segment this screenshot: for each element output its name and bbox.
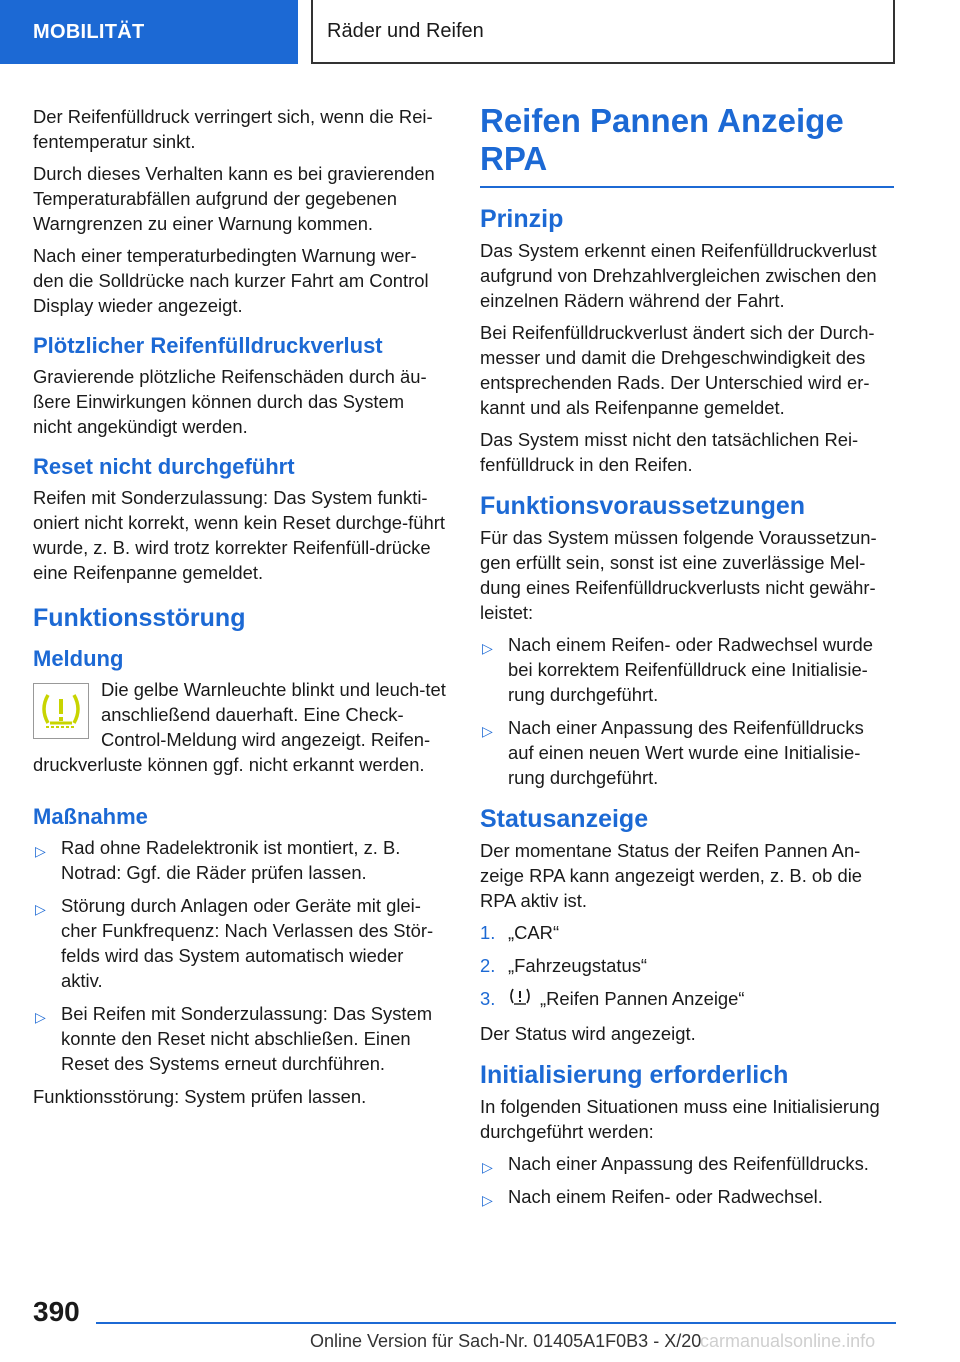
list-item: ▷ Rad ohne Radelektronik ist montiert, z. B. Notrad: Ggf. die Räder prüfen lassen. (35, 837, 401, 883)
section-heading: Plötzlicher Reifenfülldruckverlust (33, 333, 383, 358)
paragraph: Der momentane Status der Reifen Pannen An-zeige RPA kann angezeigt werden, z. B. ob die RPA aktiv ist. (480, 840, 863, 911)
section-heading: Statusanzeige (480, 805, 649, 833)
triangle-bullet-icon: ▷ (35, 843, 46, 859)
subsection-heading: Maßnahme (33, 804, 148, 829)
section-heading: Funktionsvoraussetzungen (480, 492, 806, 520)
paragraph: Das System erkennt einen Reifenfülldruckverlust aufgrund von Drehzahlvergleichen zwischen den einzelnen Rädern während der Fahrt. (480, 240, 877, 311)
triangle-bullet-icon: ▷ (35, 1009, 46, 1025)
watermark: carmanualsonline.info (700, 1331, 876, 1351)
section-heading: Reset nicht durchgeführt (33, 454, 295, 479)
status-steps (480, 920, 894, 1013)
triangle-bullet-icon: ▷ (482, 1159, 493, 1176)
footer-divider (96, 1322, 896, 1324)
subsection-heading: Meldung (33, 646, 124, 671)
section-heading: Funktionsstörung (33, 604, 246, 632)
chapter-header (311, 0, 895, 64)
paragraph: Durch dieses Verhalten kann es bei gravierenden Temperaturabfällen aufgrund der gegebenen Warngrenzen zu einer Warnung kommen. (33, 163, 435, 234)
paragraph: Reifen mit Sonderzulassung: Das System funkti-oniert nicht korrekt, wenn kein Reset durchge-führt wurde, z. B. wird trotz korrekter Reifenfüll-drücke eine Reifenpanne gemeldet. (33, 487, 445, 583)
list-item: 1. „CAR“ (480, 922, 560, 943)
triangle-bullet-icon: ▷ (482, 723, 493, 739)
list-item: 2. „Fahrzeugstatus“ (480, 955, 648, 976)
list-item: 3. „Reifen Pannen Anzeige“ (480, 986, 894, 1013)
chapter-label: Räder und Reifen (327, 19, 484, 42)
section-tab (0, 0, 298, 64)
paragraph: Der Reifenfülldruck verringert sich, wenn die Rei-fentemperatur sinkt. (33, 106, 433, 152)
list-item: ▷ Störung durch Anlagen oder Geräte mit glei-cher Funkfrequenz: Nach Verlassen des Stör-felds wird das System automatisch wieder aktiv. (35, 895, 434, 991)
paragraph: Für das System müssen folgende Voraussetzun-gen erfüllt sein, sonst ist eine zuverlässige Mel-dung eines Reifenfülldruckverlusts nicht gewähr-leistet: (480, 527, 877, 623)
message-block (33, 677, 447, 777)
paragraph: Der Status wird angezeigt. (480, 1023, 696, 1045)
requirements-list (480, 632, 894, 790)
list-item: ▷ Nach einem Reifen- oder Radwechsel wurde bei korrektem Reifenfülldruck eine Initialisie-rung durchgeführt. (482, 634, 873, 705)
page-number: 390 (33, 1296, 80, 1327)
page-title: Reifen Pannen Anzeige RPA (480, 102, 844, 177)
right-column (480, 102, 894, 1217)
paragraph: Nach einer temperaturbedingten Warnung wer-den die Solldrücke nach kurzer Fahrt am Control Display wieder angezeigt. (33, 245, 429, 316)
section-label: MOBILITÄT (33, 20, 145, 43)
paragraph: Die gelbe Warnleuchte blinkt und leuch-tet anschließend dauerhaft. Eine Check-Control-Meldung wird angezeigt. Reifen-druckverluste können ggf. nicht erkannt werden. (33, 679, 446, 775)
paragraph: In folgenden Situationen muss eine Initialisierung durchgeführt werden: (480, 1096, 880, 1143)
online-version-text: Online Version für Sach-Nr. 01405A1F0B3 - X/20 (310, 1331, 702, 1351)
measure-list (33, 835, 447, 1076)
list-item: ▷ Nach einem Reifen- oder Radwechsel. (480, 1184, 894, 1209)
triangle-bullet-icon: ▷ (482, 640, 493, 656)
list-item: ▷ Bei Reifen mit Sonderzulassung: Das System konnte den Reset nicht abschließen. Einen Reset des Systems erneut durchführen. (35, 1003, 433, 1074)
title-divider (480, 186, 894, 188)
left-column (33, 104, 447, 1116)
triangle-bullet-icon: ▷ (482, 1192, 493, 1209)
list-item: ▷ Nach einer Anpassung des Reifenfülldrucks. (480, 1151, 894, 1176)
paragraph: Bei Reifenfülldruckverlust ändert sich der Durch-messer und damit die Drehgeschwindigkeit des entsprechenden Rads. Der Unterschied wird er-kannt und als Reifenpanne gemeldet. (480, 322, 875, 418)
tire-pressure-warning-icon (33, 683, 89, 739)
paragraph: Funktionsstörung: System prüfen lassen. (33, 1086, 367, 1107)
section-heading: Initialisierung erforderlich (480, 1061, 789, 1090)
paragraph: Gravierende plötzliche Reifenschäden durch äu-ßere Einwirkungen können durch das System nicht angekündigt werden. (33, 366, 427, 437)
paragraph: Das System misst nicht den tatsächlichen Rei-fenfülldruck in den Reifen. (480, 429, 859, 475)
section-heading: Prinzip (480, 205, 564, 233)
triangle-bullet-icon: ▷ (35, 901, 46, 917)
list-item: ▷ Nach einer Anpassung des Reifenfülldrucks auf einen neuen Wert wurde eine Initialisie-rung durchgeführt. (482, 717, 864, 788)
init-list (480, 1151, 894, 1209)
tire-warning-icon (508, 987, 532, 1013)
